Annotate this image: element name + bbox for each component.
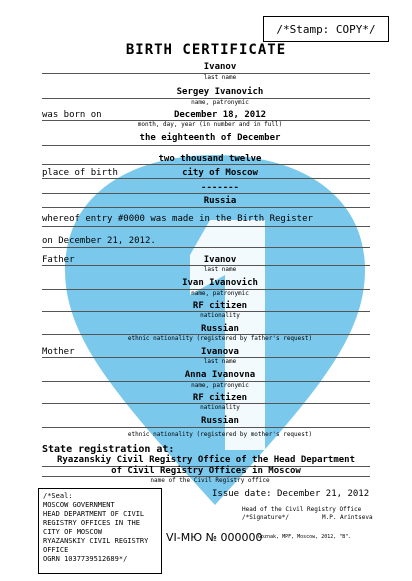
entry-date: on December 21, 2012. xyxy=(42,236,156,246)
birth-date-words-1: the eighteenth of December xyxy=(139,133,281,143)
child-name: Sergey Ivanovich xyxy=(176,87,264,97)
seal-line: REGISTRY OFFICES IN THE xyxy=(43,519,140,527)
caption-name-patronymic: name, patronymic xyxy=(191,290,249,297)
father-surname: Ivanov xyxy=(203,255,237,265)
head-title: Head of the Civil Registry Office xyxy=(242,506,362,513)
seal-box xyxy=(38,488,162,574)
head-signature: /*Signature*/ xyxy=(242,514,289,521)
father-ethnic: Russian xyxy=(201,324,239,334)
label-father: Father xyxy=(42,255,75,265)
serial-number: VI-МЮ № 000000 xyxy=(166,531,263,544)
father-name: Ivan Ivanovich xyxy=(182,278,258,288)
label-state-registration: State registration at: xyxy=(42,444,175,455)
issue-date: Issue date: December 21, 2012 xyxy=(212,489,370,499)
divider xyxy=(42,226,370,227)
seal-line: /*Seal: xyxy=(43,492,73,500)
divider xyxy=(42,207,370,208)
seal-line: OFFICE xyxy=(43,546,69,554)
divider xyxy=(42,247,370,248)
seal-line: HEAD DEPARTMENT OF CIVIL xyxy=(43,510,145,518)
caption-last-name: last name xyxy=(203,74,237,81)
caption-last-name: last name xyxy=(203,266,237,273)
caption-nationality: nationality xyxy=(200,404,240,411)
document-title: BIRTH CERTIFICATE xyxy=(125,42,287,58)
seal-line: CITY OF MOSCOW xyxy=(43,528,103,536)
birth-date: December 18, 2012 xyxy=(173,110,267,120)
caption-mother-ethnic: ethnic nationality (registered by mother's request) xyxy=(127,431,313,438)
head-name: M.P. Arintseva xyxy=(322,514,373,521)
label-place-of-birth: place of birth xyxy=(42,168,118,178)
place-city: city of Moscow xyxy=(182,168,258,178)
mother-ethnic: Russian xyxy=(201,416,239,426)
mother-citizenship: RF citizen xyxy=(192,393,248,403)
place-country: Russia xyxy=(203,196,237,206)
caption-birth-date: month, day, year (in number and in full) xyxy=(137,121,283,128)
entry-text: whereof entry #0000 was made in the Birth Register xyxy=(42,214,313,224)
caption-nationality: nationality xyxy=(200,312,240,319)
mother-name: Anna Ivanovna xyxy=(184,370,256,380)
seal-line: MOSCOW GOVERNMENT xyxy=(43,501,115,509)
divider xyxy=(42,193,370,194)
divider xyxy=(42,178,370,179)
caption-name-patronymic: name, patronymic xyxy=(191,99,249,106)
father-citizenship: RF citizen xyxy=(192,301,248,311)
caption-registry-office: name of the Civil Registry office xyxy=(150,477,270,484)
seal-line: RYAZANSKIY CIVIL REGISTRY xyxy=(43,537,149,545)
divider xyxy=(42,427,370,428)
birth-date-words-2: two thousand twelve xyxy=(158,154,262,164)
label-born-on: was born on xyxy=(42,110,102,120)
printer-info: Goznak, MPF, Moscow, 2012, "B". xyxy=(258,534,352,540)
registration-office-2: of Civil Registry Offices in Moscow xyxy=(111,466,301,476)
caption-name-patronymic: name, patronymic xyxy=(191,382,249,389)
caption-father-ethnic: ethnic nationality (registered by father's request) xyxy=(127,335,313,342)
caption-last-name: last name xyxy=(203,358,237,365)
registration-office-1: Ryazanskiy Civil Registry Office of the Head Department xyxy=(56,455,355,465)
divider xyxy=(42,145,370,146)
seal-line: OGRN 1037739512689*/ xyxy=(43,555,128,563)
label-mother: Mother xyxy=(42,347,75,357)
stamp-copy: /*Stamp: COPY*/ xyxy=(263,16,389,42)
divider xyxy=(42,164,370,165)
mother-surname: Ivanova xyxy=(201,347,239,357)
place-line-2: ------- xyxy=(201,183,239,193)
child-surname: Ivanov xyxy=(203,62,237,72)
